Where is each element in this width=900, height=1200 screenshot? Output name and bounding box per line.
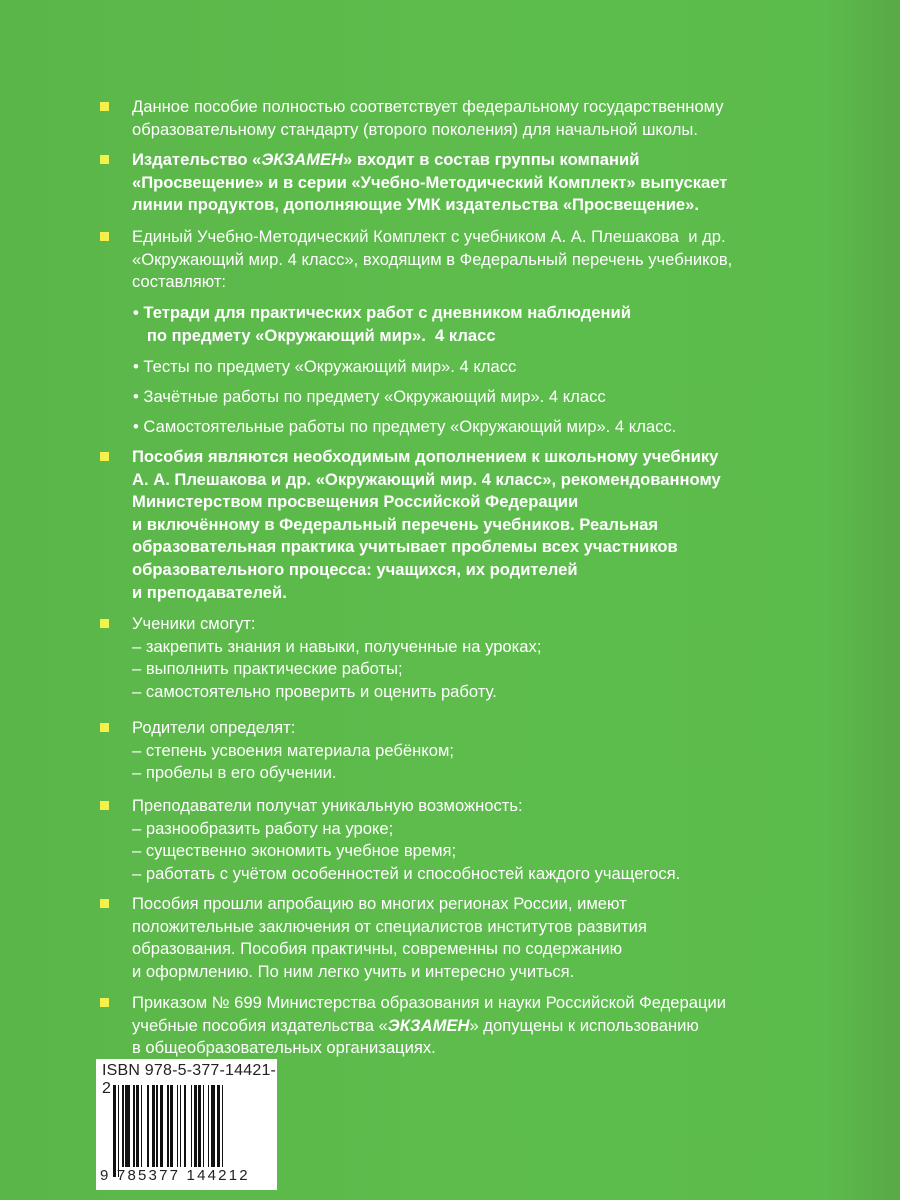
square-bullet-icon: [100, 452, 109, 461]
text-line: – закрепить знания и навыки, полученные на уроках;: [132, 636, 542, 656]
text-line: – степень усвоения материала ребёнком;: [132, 740, 454, 760]
barcode-digits: 9 785377 144212: [100, 1167, 250, 1184]
paragraph: [132, 992, 872, 1060]
text-line: • Тесты по предмету «Окружающий мир». 4 класс: [133, 357, 517, 376]
paragraph: [132, 226, 872, 294]
paragraph: [132, 795, 872, 885]
text-line: образовательному стандарту (второго поколения) для начальной школы.: [132, 119, 698, 139]
barcode-bar: [184, 1085, 186, 1167]
barcode-bar: [177, 1085, 179, 1167]
text-line: – работать с учётом особенностей и способностей каждого учащегося.: [132, 863, 681, 883]
text-line: – выполнить практические работы;: [132, 659, 403, 679]
text-line: Преподаватели получат уникальную возможность:: [132, 796, 523, 815]
square-bullet-icon: [100, 723, 109, 732]
sub-list-item: [133, 386, 873, 409]
barcode-bar: [141, 1085, 143, 1167]
barcode-bar: [217, 1085, 220, 1167]
text-line: Приказом № 699 Министерства образования и науки Российской Федерации: [132, 993, 727, 1012]
text-segment: » допущены к использованию: [469, 1015, 699, 1035]
text-line: Пособия являются необходимым дополнением к школьному учебнику: [132, 447, 719, 466]
sub-list-item: [133, 416, 873, 439]
barcode-bar: [133, 1085, 135, 1167]
text-line: линии продуктов, дополняющие УМК издательства «Просвещение».: [132, 195, 699, 215]
text-line: «Просвещение» и в серии «Учебно-Методический Комплект» выпускает: [132, 172, 728, 192]
barcode-bar: [208, 1085, 210, 1167]
barcode-bar: [122, 1085, 124, 1167]
barcode-bar: [152, 1085, 155, 1167]
isbn-barcode: [96, 1059, 277, 1190]
sub-list-item: [133, 356, 873, 379]
text-line: положительные заключения от специалистов институтов развития: [132, 916, 647, 936]
paragraph: [132, 446, 872, 604]
isbn-number: ISBN 978-5-377-14421-2: [102, 1062, 277, 1097]
square-bullet-icon: [100, 619, 109, 628]
barcode-bar: [118, 1085, 120, 1177]
paragraph: [132, 613, 872, 703]
text-line: по предмету «Окружающий мир». 4 класс: [133, 325, 496, 345]
text-segment: » входит в состав группы компаний: [343, 150, 640, 169]
text-line: Единый Учебно-Методический Комплект с учебником А. А. Плешакова и др.: [132, 227, 726, 246]
paragraph: [132, 96, 872, 141]
text-line: составляют:: [132, 272, 227, 292]
text-line: • Тетради для практических работ с дневником наблюдений: [133, 303, 631, 322]
barcode-bar: [170, 1085, 173, 1167]
sub-list-item: [133, 302, 873, 347]
barcode-bar: [194, 1085, 197, 1167]
text-line: и оформлению. По ним легко учить и интересно учиться.: [132, 961, 575, 981]
text-line: образовательная практика учитывает проблемы всех участников: [132, 537, 678, 557]
barcode-bar: [222, 1085, 224, 1167]
barcode-bars: [113, 1085, 263, 1167]
text-line: образования. Пособия практичны, современны по содержанию: [132, 939, 623, 959]
text-line: в общеобразовательных организациях.: [132, 1038, 436, 1058]
text-line: [132, 149, 872, 172]
barcode-bar: [211, 1085, 216, 1167]
barcode-bar: [203, 1085, 205, 1167]
text-line: и преподавателей.: [132, 582, 287, 602]
text-line: Родители определят:: [132, 718, 296, 737]
publisher-name: ЭКЗАМЕН: [261, 150, 344, 169]
paragraph: [132, 893, 872, 983]
text-line: – пробелы в его обучении.: [132, 763, 337, 783]
text-segment: учебные пособия издательства «: [132, 1015, 388, 1035]
publisher-name: ЭКЗАМЕН: [387, 1015, 470, 1035]
paragraph: [132, 717, 872, 785]
barcode-bar: [160, 1085, 163, 1167]
text-line: – существенно экономить учебное время;: [132, 841, 457, 861]
barcode-bar: [191, 1085, 193, 1167]
text-segment: Издательство «: [132, 150, 262, 169]
text-line: Данное пособие полностью соответствует федеральному государственному: [132, 97, 724, 116]
barcode-bar: [198, 1085, 201, 1167]
square-bullet-icon: [100, 998, 109, 1007]
square-bullet-icon: [100, 899, 109, 908]
text-line: – самостоятельно проверить и оценить работу.: [132, 681, 497, 701]
barcode-bar: [147, 1085, 149, 1167]
text-line: и включённому в Федеральный перечень учебников. Реальная: [132, 514, 659, 534]
text-line: • Зачётные работы по предмету «Окружающий мир». 4 класс: [133, 387, 606, 406]
square-bullet-icon: [100, 102, 109, 111]
text-line: – разнообразить работу на уроке;: [132, 818, 394, 838]
text-line: А. А. Плешакова и др. «Окружающий мир. 4 класс», рекомендованному: [132, 469, 721, 489]
barcode-bar: [156, 1085, 158, 1167]
barcode-bar: [113, 1085, 116, 1177]
text-line: «Окружающий мир. 4 класс», входящим в Федеральный перечень учебников,: [132, 249, 733, 269]
text-line: Министерством просвещения Российской Федерации: [132, 492, 579, 512]
barcode-bar: [125, 1085, 130, 1167]
barcode-bar: [167, 1085, 169, 1167]
barcode-bar: [136, 1085, 139, 1167]
text-line: Пособия прошли апробацию во многих регионах России, имеют: [132, 894, 627, 913]
text-line: образовательного процесса: учащихся, их родителей: [132, 559, 578, 579]
paragraph: [132, 149, 872, 217]
text-line: • Самостоятельные работы по предмету «Окружающий мир». 4 класс.: [133, 417, 677, 436]
square-bullet-icon: [100, 155, 109, 164]
square-bullet-icon: [100, 801, 109, 810]
text-line: [132, 1015, 872, 1038]
text-line: Ученики смогут:: [132, 614, 256, 633]
barcode-bar: [180, 1085, 182, 1167]
square-bullet-icon: [100, 232, 109, 241]
